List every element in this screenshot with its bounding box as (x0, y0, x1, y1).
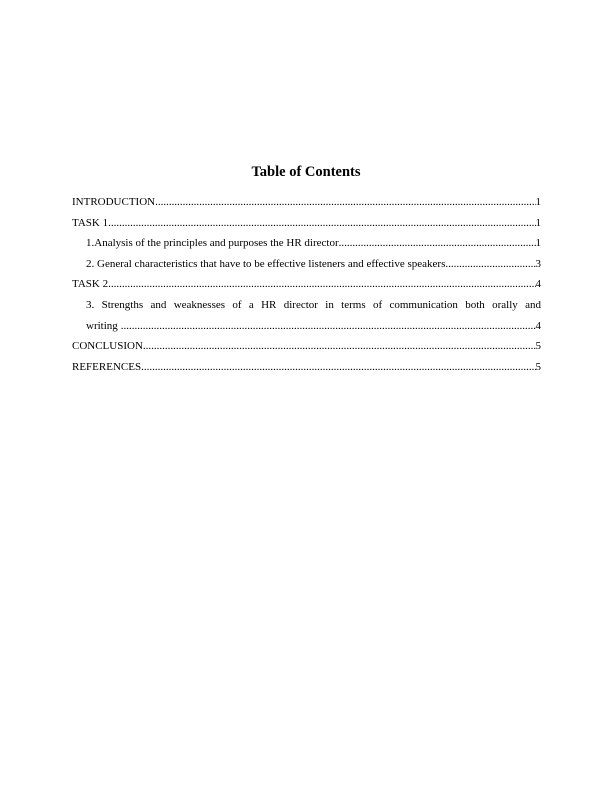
toc-entry-strengths[interactable] (72, 295, 541, 336)
dot-leader (141, 357, 535, 378)
toc-entry-label-line1: 3. Strengths and weaknesses of a HR director in terms of communication both orally and (86, 298, 541, 311)
toc-page-number: 1 (535, 216, 541, 229)
toc-entry-characteristics[interactable] (72, 254, 541, 275)
toc-page-number: 4 (535, 319, 541, 332)
toc-entry-task-1[interactable] (72, 213, 541, 234)
dot-leader (445, 254, 535, 275)
dot-leader (155, 192, 535, 213)
toc-entry-task-2[interactable] (72, 274, 541, 295)
toc-entry-label: INTRODUCTION (72, 196, 156, 208)
toc-entry-label: TASK 2 (72, 278, 109, 291)
dot-leader (108, 213, 535, 234)
toc-entry-label: CONCLUSION (72, 340, 143, 353)
dot-leader (339, 233, 536, 254)
toc-page-number: 5 (535, 360, 541, 373)
toc-entry-label: REFERENCES (72, 360, 142, 373)
toc-page-number: 3 (535, 257, 541, 270)
toc-entry-label: 2. General characteristics that have to be effective listeners and effective speakers (86, 257, 446, 270)
table-of-contents (72, 192, 541, 377)
dot-leader (143, 336, 536, 357)
toc-page-number: 1 (535, 196, 541, 208)
toc-entry-label: 1.Analysis of the principles and purposes the HR director (86, 237, 339, 250)
dot-leader (118, 316, 536, 337)
toc-entry-analysis[interactable] (72, 233, 541, 254)
toc-page-number: 5 (535, 340, 541, 353)
toc-title: Table of Contents (251, 164, 361, 180)
toc-entry-introduction[interactable] (72, 192, 541, 213)
toc-page-number: 1 (535, 237, 541, 250)
toc-entry-references[interactable] (72, 357, 541, 378)
toc-page-number: 4 (535, 278, 541, 291)
toc-entry-label-line2: writing (86, 319, 118, 332)
toc-entry-conclusion[interactable] (72, 336, 541, 357)
dot-leader (108, 274, 535, 295)
toc-entry-label: TASK 1 (72, 216, 109, 229)
